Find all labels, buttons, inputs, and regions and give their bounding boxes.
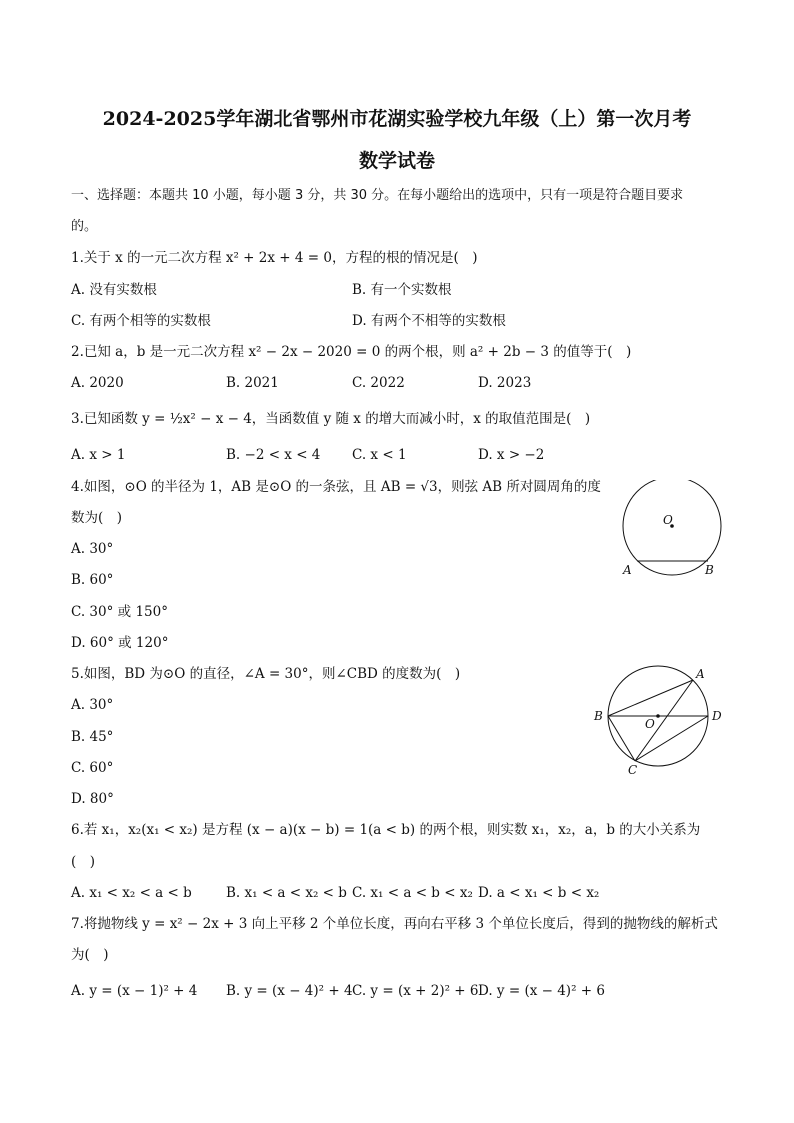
question-7-stem-line2: 为( ): [71, 947, 109, 963]
label-b: B: [705, 563, 714, 577]
question-4-option-c: C. 30° 或 150°: [71, 604, 168, 620]
label-c: C: [628, 763, 638, 777]
question-2-option-d: D. 2023: [478, 375, 532, 391]
center-point: [656, 714, 660, 718]
exam-title-line1: 2024-2025学年湖北省鄂州市花湖实验学校九年级（上）第一次月考: [102, 108, 692, 130]
question-2-option-c: C. 2022: [352, 375, 405, 391]
question-5-option-a: A. 30°: [71, 697, 114, 713]
question-1-option-a: A. 没有实数根: [71, 282, 157, 298]
question-1-stem: 1.关于 x 的一元二次方程 x² + 2x + 4 = 0，方程的根的情况是( ): [71, 250, 478, 266]
exam-title-line2: 数学试卷: [358, 150, 435, 172]
question-1-option-b: B. 有一个实数根: [352, 282, 452, 298]
question-4-option-a: A. 30°: [71, 541, 114, 557]
label-o: O: [663, 513, 673, 527]
question-5-figure: [588, 662, 728, 780]
segment-bc: [608, 716, 635, 761]
question-6-stem-line2: ( ): [71, 854, 96, 870]
question-2-option-b: B. 2021: [226, 375, 279, 391]
question-4-stem-line1: 4.如图，⊙O 的半径为 1，AB 是⊙O 的一条弦，且 AB = √3，则弦 AB 所对圆周角的度: [71, 479, 601, 495]
question-7-option-c: C. y = (x + 2)² + 6: [352, 983, 479, 999]
question-3-option-b: B. −2 < x < 4: [226, 447, 321, 463]
label-o: O: [645, 717, 655, 731]
question-1-option-d: D. 有两个不相等的实数根: [352, 313, 506, 329]
question-6-option-c: C. x₁ < a < b < x₂: [352, 885, 473, 901]
question-7-stem-line1: 7.将抛物线 y = x² − 2x + 3 向上平移 2 个单位长度，再向右平移 3 个单位长度后，得到的抛物线的解析式: [71, 916, 718, 932]
question-5-stem: 5.如图，BD 为⊙O 的直径，∠A = 30°，则∠CBD 的度数为( ): [71, 666, 461, 682]
question-5-option-c: C. 60°: [71, 760, 114, 776]
question-3-option-a: A. x > 1: [71, 447, 126, 463]
label-a: A: [623, 563, 632, 577]
question-6-option-a: A. x₁ < x₂ < a < b: [71, 885, 192, 901]
question-3-option-d: D. x > −2: [478, 447, 545, 463]
label-a: A: [696, 667, 705, 681]
question-5-option-b: B. 45°: [71, 729, 114, 745]
section-instructions-line1: 一、选择题：本题共 10 小题，每小题 3 分，共 30 分。在每小题给出的选项中，只有一项是符合题目要求: [71, 188, 684, 203]
question-4-option-b: B. 60°: [71, 572, 114, 588]
question-6-option-b: B. x₁ < a < x₂ < b: [226, 885, 347, 901]
question-4-option-d: D. 60° 或 120°: [71, 635, 169, 651]
question-6-option-d: D. a < x₁ < b < x₂: [478, 885, 600, 901]
question-6-stem-line1: 6.若 x₁，x₂(x₁ < x₂) 是方程 (x − a)(x − b) = 1(a < b) 的两个根，则实数 x₁，x₂，a，b 的大小关系为: [71, 822, 701, 838]
question-3-option-c: C. x < 1: [352, 447, 407, 463]
question-3-stem: 3.已知函数 y = ½x² − x − 4，当函数值 y 随 x 的增大而减小时，x 的取值范围是( ): [71, 411, 591, 427]
question-4-figure: [612, 480, 738, 580]
question-7-option-b: B. y = (x − 4)² + 4: [226, 983, 353, 999]
question-1-option-c: C. 有两个相等的实数根: [71, 313, 211, 329]
question-2-stem: 2.已知 a，b 是一元二次方程 x² − 2x − 2020 = 0 的两个根，则 a² + 2b − 3 的值等于( ): [71, 344, 632, 360]
question-7-option-a: A. y = (x − 1)² + 4: [71, 983, 198, 999]
label-b: B: [594, 709, 603, 723]
question-7-option-d: D. y = (x − 4)² + 6: [478, 983, 605, 999]
question-4-stem-line2: 数为( ): [71, 510, 123, 526]
question-2-option-a: A. 2020: [71, 375, 124, 391]
section-instructions-line2: 的。: [71, 219, 98, 234]
question-5-option-d: D. 80°: [71, 791, 114, 807]
label-d: D: [712, 709, 722, 723]
